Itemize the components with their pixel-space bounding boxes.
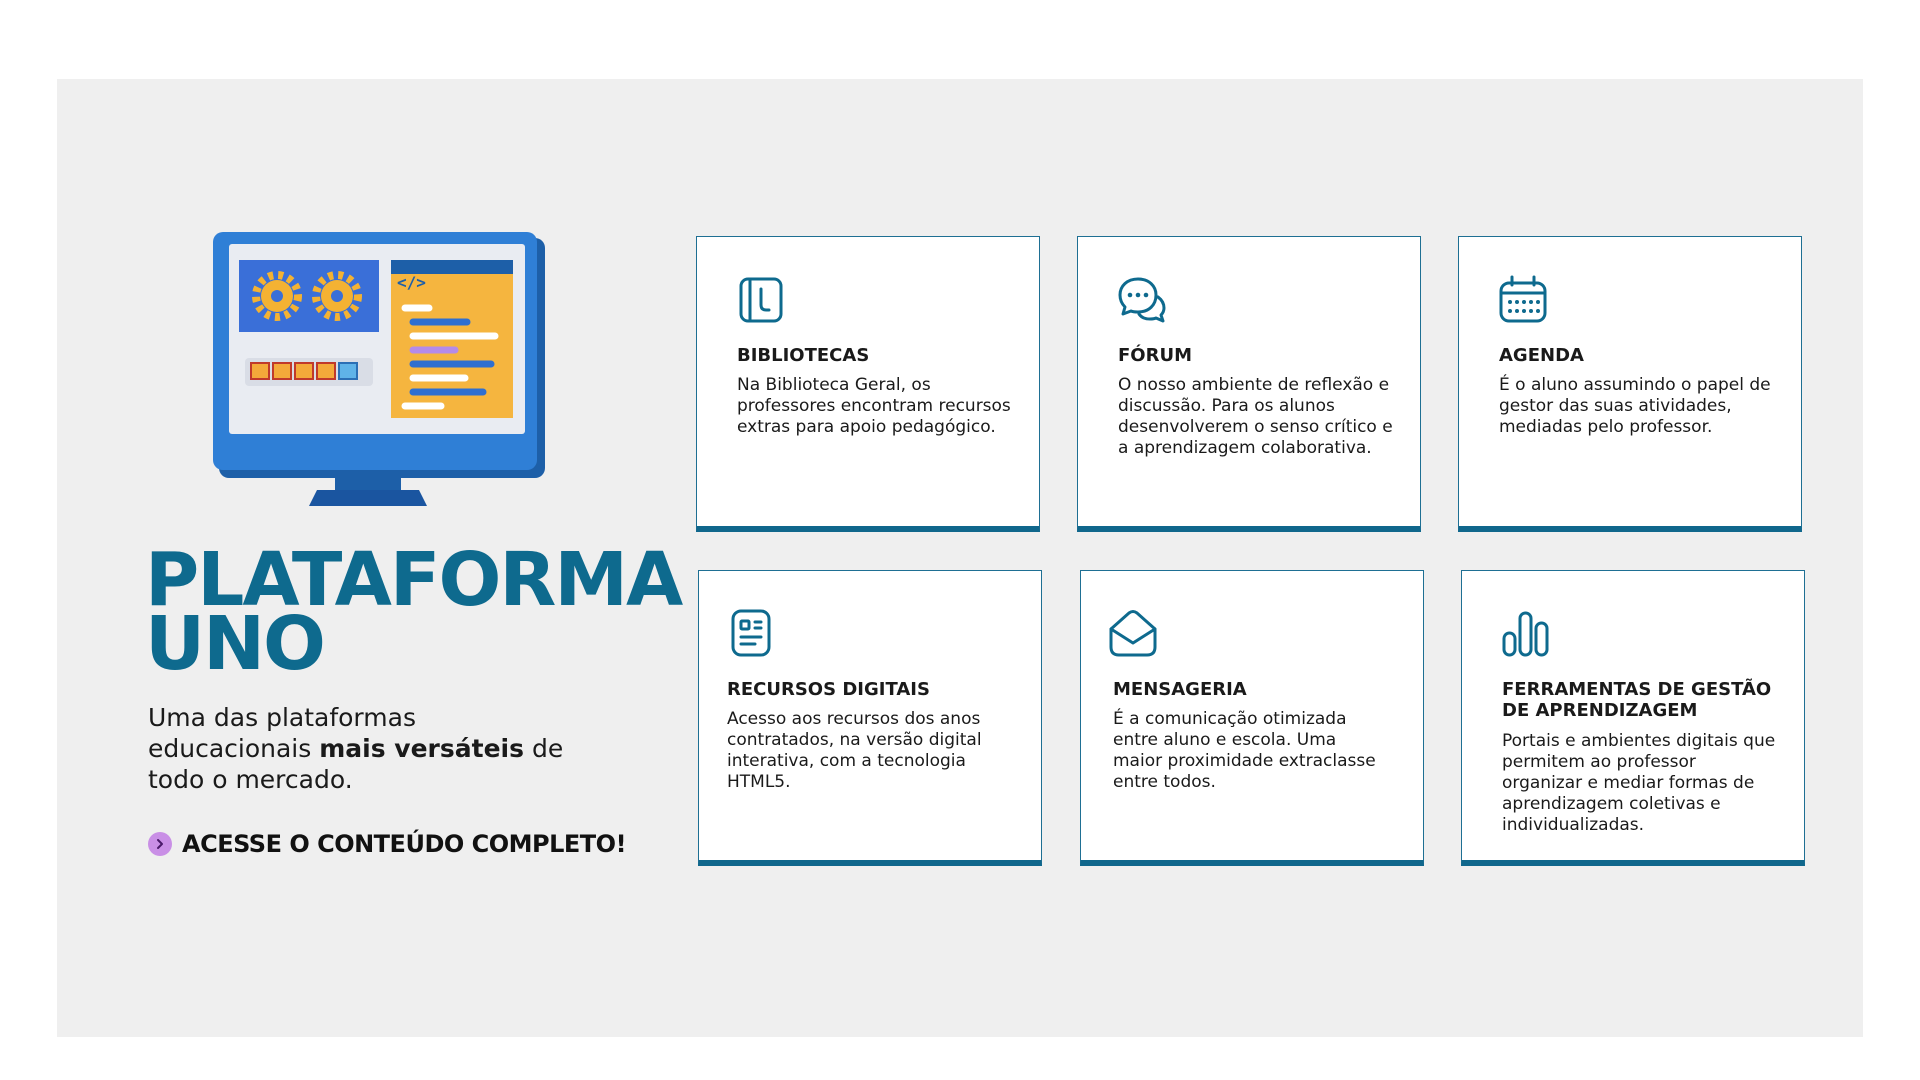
svg-text:</>: </> [397, 273, 426, 292]
computer-monitor-illustration [205, 228, 545, 513]
card-forum[interactable] [1077, 236, 1421, 532]
subtitle-bold: mais versáteis [319, 734, 524, 763]
card-description: É a comunicação otimizada entre aluno e escola. Uma maior proximidade extraclasse entre todos. [1113, 709, 1376, 792]
card-ferramentas-gestao[interactable] [1461, 570, 1805, 866]
chevron-right-icon [148, 832, 172, 856]
book-icon [735, 273, 787, 325]
card-title: MENSAGERIA [1113, 679, 1247, 700]
page-title [145, 537, 682, 687]
card-title: FERRAMENTAS DE GESTÃO DE APRENDIZAGEM [1502, 679, 1772, 721]
card-agenda[interactable] [1458, 236, 1802, 532]
title-line-1: PLATAFORMA [145, 537, 682, 623]
subtitle-part-2: de todo o mercado. [148, 734, 564, 794]
card-recursos-digitais[interactable] [698, 570, 1042, 866]
calendar-icon [1497, 273, 1549, 325]
hero-subtitle [148, 702, 568, 795]
chat-bubbles-icon [1116, 273, 1168, 325]
subtitle-part-1: Uma das plataformas educacionais [148, 703, 416, 763]
card-title: RECURSOS DIGITAIS [727, 679, 930, 700]
title-line-2: UNO [145, 601, 324, 687]
card-title: BIBLIOTECAS [737, 345, 870, 366]
document-icon [725, 607, 777, 659]
bar-chart-icon [1500, 607, 1552, 659]
card-description: Portais e ambientes digitais que permitem ao professor organizar e mediar formas de aprendizagem coletivas e individualizadas. [1502, 731, 1776, 835]
card-mensageria[interactable] [1080, 570, 1424, 866]
card-description: É o aluno assumindo o papel de gestor das suas atividades, mediadas pelo professor. [1499, 375, 1771, 437]
card-description: Na Biblioteca Geral, os professores encontram recursos extras para apoio pedagógico. [737, 375, 1011, 437]
cta-link[interactable] [148, 830, 626, 858]
card-bibliotecas[interactable] [696, 236, 1040, 532]
cta-label: ACESSE O CONTEÚDO COMPLETO! [182, 830, 627, 858]
card-title: AGENDA [1499, 345, 1584, 366]
card-description: O nosso ambiente de reflexão e discussão. Para os alunos desenvolverem o senso crítico e a aprendizagem colaborativa. [1118, 375, 1393, 458]
card-description: Acesso aos recursos dos anos contratados, na versão digital interativa, com a tecnologia HTML5. [727, 709, 982, 792]
envelope-icon [1107, 607, 1159, 659]
card-title: FÓRUM [1118, 345, 1192, 366]
